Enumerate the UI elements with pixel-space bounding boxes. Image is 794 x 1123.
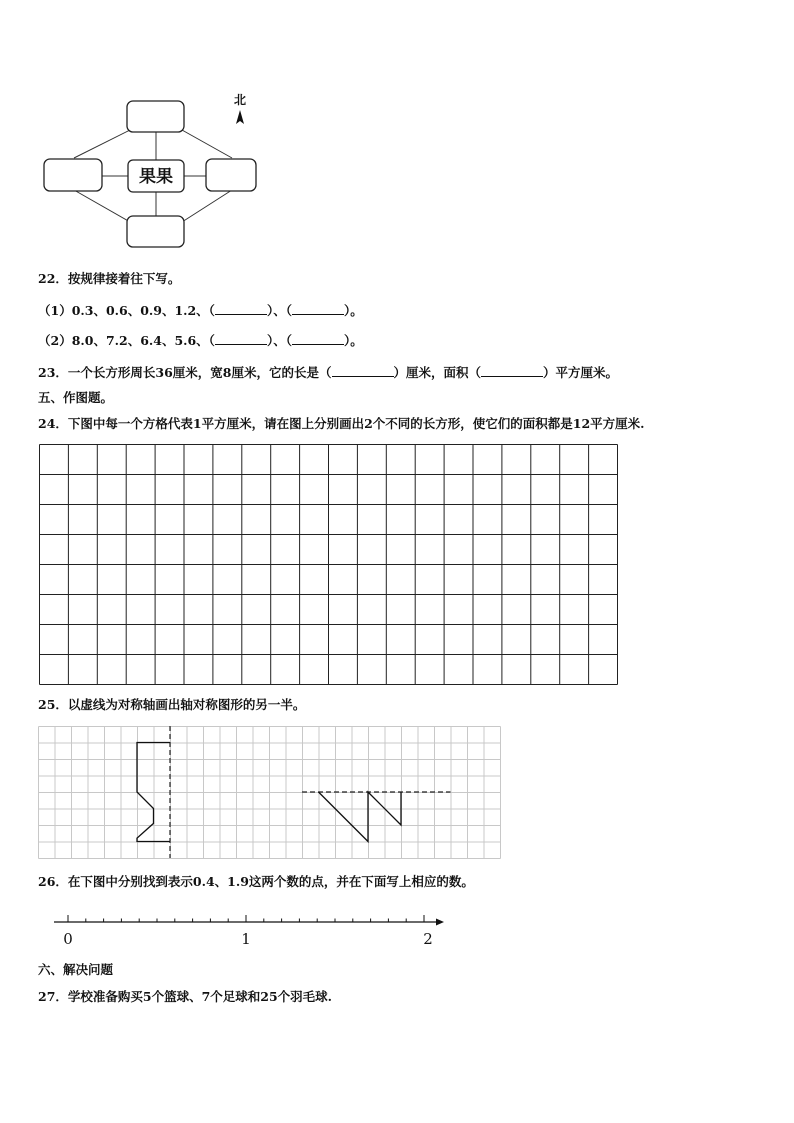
box-west <box>44 159 102 191</box>
q22-line1-blank-1[interactable] <box>215 302 267 315</box>
q24-title: 24．下图中每一个方格代表1平方厘米，请在图上分别画出2个不同的长方形，使它们的面积都是12平方厘米. <box>38 416 645 431</box>
q22-line2-blank-1[interactable] <box>215 332 267 345</box>
q22-line1-end: ）。 <box>343 303 363 318</box>
center-label: 果果 <box>139 167 173 187</box>
north-label: 北 <box>233 93 247 107</box>
box-east <box>206 159 256 191</box>
q22-line1-prefix: （1）0.3、0.6、0.9、1.2、（ <box>38 303 215 318</box>
q22-title: 22．按规律接着往下写。 <box>38 271 181 286</box>
q22-line1-mid: ）、（ <box>266 303 292 318</box>
q22-line1 <box>38 302 363 319</box>
number-line-label: 0 <box>63 930 73 948</box>
q23-mid: ）厘米，面积（ <box>393 365 482 380</box>
q23-line <box>38 364 618 381</box>
number-line-arrow-icon <box>436 919 444 926</box>
q22-line2-blank-2[interactable] <box>292 332 344 345</box>
q22-line2-prefix: （2）8.0、7.2、6.4、5.6、（ <box>38 333 215 348</box>
q26-title: 26．在下图中分别找到表示0.4、1.9这两个数的点，并在下面写上相应的数。 <box>38 874 474 889</box>
connector-bottom-right <box>182 190 232 222</box>
q25-title: 25．以虚线为对称轴画出轴对称图形的另一半。 <box>38 697 306 712</box>
q23-blank-area[interactable] <box>481 364 543 377</box>
direction-diagram <box>0 0 794 260</box>
q23-end: ）平方厘米。 <box>543 365 619 380</box>
half-figure-right <box>319 792 402 842</box>
connector-top-left <box>74 130 130 158</box>
q22-line2 <box>38 332 363 349</box>
connector-bottom-left <box>74 190 130 222</box>
q25-symmetry-grid[interactable] <box>38 726 502 860</box>
q22-line1-blank-2[interactable] <box>292 302 344 315</box>
box-north <box>127 101 184 132</box>
q22-line2-mid: ）、（ <box>266 333 292 348</box>
section6-heading: 六、解决问题 <box>38 962 114 977</box>
q22-line2-end: ）。 <box>343 333 363 348</box>
number-line-label: 2 <box>423 930 433 948</box>
section5-heading: 五、作图题。 <box>38 390 114 405</box>
q24-square-grid[interactable] <box>39 444 619 687</box>
q26-number-line[interactable] <box>0 900 794 950</box>
q27-title: 27．学校准备购买5个篮球、7个足球和25个羽毛球. <box>38 989 333 1004</box>
q23-prefix: 23．一个长方形周长36厘米，宽8厘米，它的长是（ <box>38 365 332 380</box>
connector-top-right <box>182 130 232 158</box>
box-south <box>127 216 184 247</box>
north-arrow-icon <box>236 110 244 124</box>
q23-blank-length[interactable] <box>332 364 394 377</box>
number-line-label: 1 <box>241 930 251 948</box>
